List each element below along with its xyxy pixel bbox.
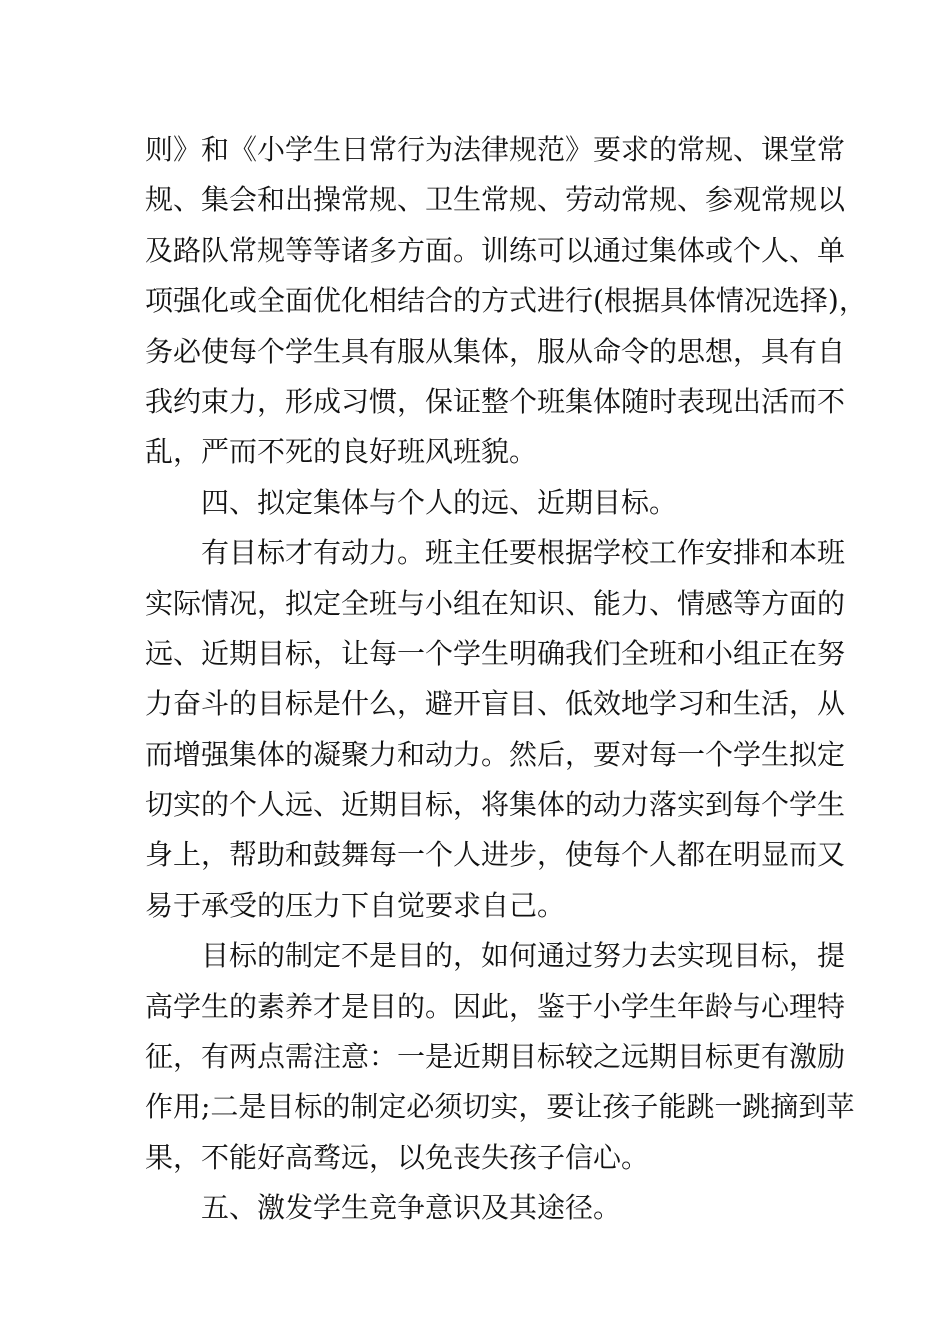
text-line: 我约束力，形成习惯，保证整个班集体随时表现出活而不 bbox=[145, 384, 846, 418]
text-line: 目标的制定不是目的，如何通过努力去实现目标，提 bbox=[201, 939, 846, 973]
text-line: 果，不能好高骛远，以免丧失孩子信心。 bbox=[145, 1140, 650, 1174]
body-text bbox=[145, 125, 867, 1234]
text-line: 乱，严而不死的良好班风班貌。 bbox=[145, 435, 538, 469]
section-heading: 五、激发学生竞争意识及其途径。 bbox=[201, 1191, 622, 1225]
text-line: 身上，帮助和鼓舞每一个人进步，使每个人都在明显而又 bbox=[145, 838, 846, 872]
text-line: 作用;二是目标的制定必须切实，要让孩子能跳一跳摘到苹 bbox=[145, 1090, 855, 1124]
text-line: 力奋斗的目标是什么，避开盲目、低效地学习和生活，从 bbox=[145, 687, 846, 721]
text-line: 及路队常规等等诸多方面。训练可以通过集体或个人、单 bbox=[145, 233, 846, 267]
text-line: 易于承受的压力下自觉要求自己。 bbox=[145, 888, 566, 922]
text-line: 实际情况，拟定全班与小组在知识、能力、情感等方面的 bbox=[145, 586, 846, 620]
text-line: 有目标才有动力。班主任要根据学校工作安排和本班 bbox=[201, 536, 846, 570]
text-line: 务必使每个学生具有服从集体，服从命令的思想，具有自 bbox=[145, 334, 846, 368]
text-line: 而增强集体的凝聚力和动力。然后，要对每一个学生拟定 bbox=[145, 737, 846, 771]
text-line: 项强化或全面优化相结合的方式进行(根据具体情况选择)， bbox=[145, 284, 867, 318]
text-line: 则》和《小学生日常行为法律规范》要求的常规、课堂常 bbox=[145, 133, 846, 166]
text-line: 高学生的素养才是目的。因此，鉴于小学生年龄与心理特 bbox=[145, 989, 846, 1023]
section-heading: 四、拟定集体与个人的远、近期目标。 bbox=[201, 485, 678, 519]
text-line: 征，有两点需注意：一是近期目标较之远期目标更有激励 bbox=[145, 1040, 846, 1074]
text-line: 远、近期目标，让每一个学生明确我们全班和小组正在努 bbox=[145, 636, 846, 670]
text-line: 切实的个人远、近期目标，将集体的动力落实到每个学生 bbox=[145, 788, 846, 822]
text-line: 规、集会和出操常规、卫生常规、劳动常规、参观常规以 bbox=[145, 183, 846, 217]
